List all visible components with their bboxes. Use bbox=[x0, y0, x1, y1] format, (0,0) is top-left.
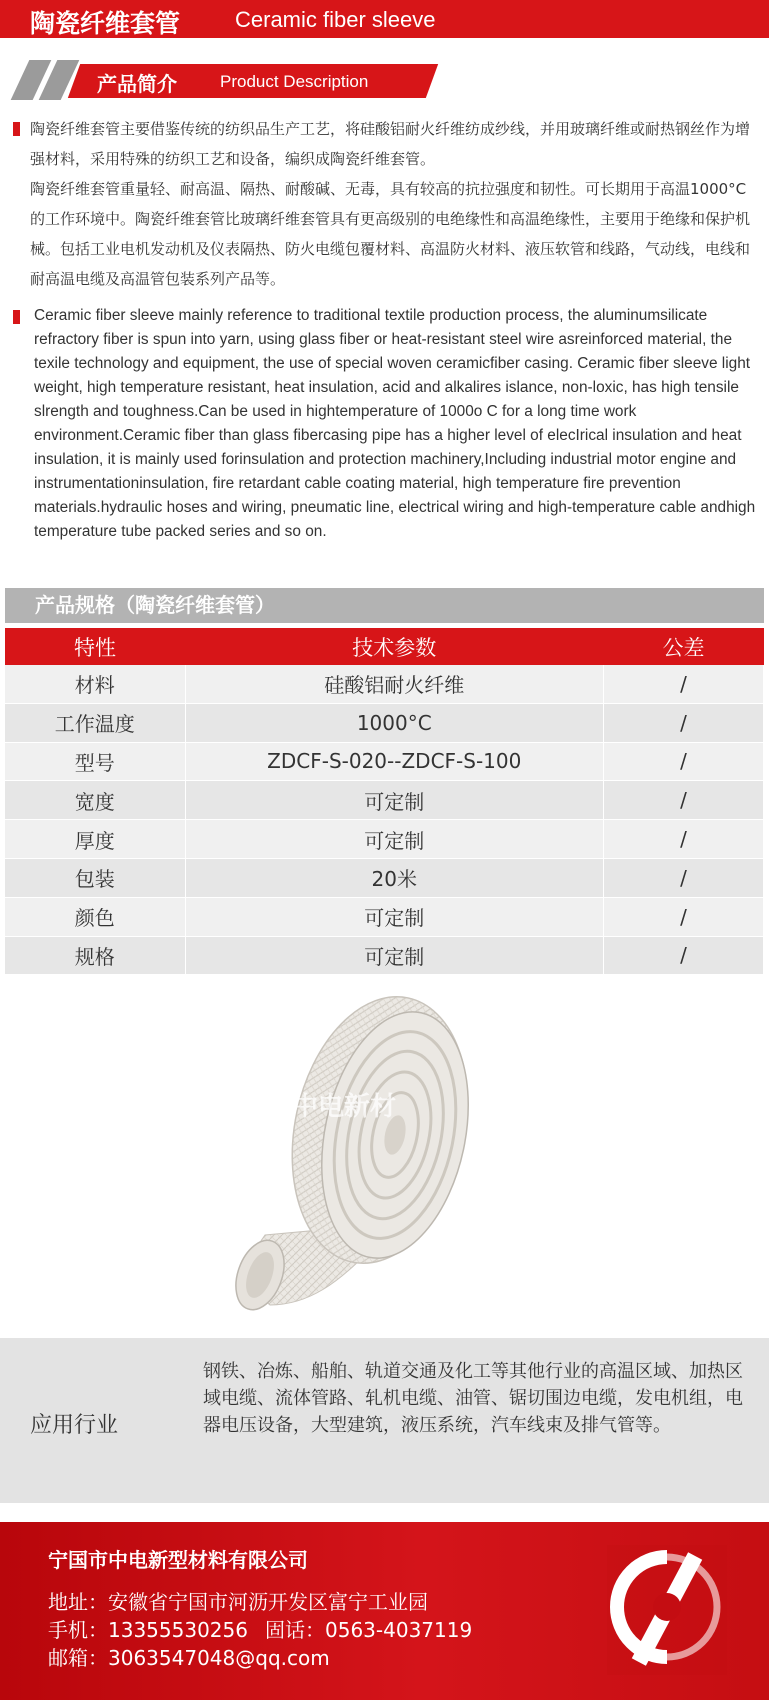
intro-paragraph-1: 陶瓷纤维套管主要借鉴传统的纺织品生产工艺，将硅酸铝耐火纤维纺成纱线，并用玻璃纤维或耐热钢丝作为增强材料，采用特殊的纺织工艺和设备，编织成陶瓷纤维套管。 bbox=[30, 120, 751, 168]
application-text: 钢铁、冶炼、船舶、轨道交通及化工等其他行业的高温区域、加热区域电缆、流体管路、轧机电缆、油管、锯切围边电缆，发电机组，电器电压设备，大型建筑，液压系统，汽车线束及排气管等。 bbox=[203, 1361, 743, 1436]
spec-property: 规格 bbox=[5, 936, 185, 975]
spec-tolerance: / bbox=[604, 936, 764, 975]
company-logo bbox=[607, 1545, 727, 1675]
column-header: 公差 bbox=[604, 628, 764, 665]
spec-tolerance: / bbox=[604, 665, 764, 703]
bullet-marker bbox=[13, 310, 20, 324]
section-title-en: Product Description bbox=[220, 72, 369, 91]
spec-value: ZDCF-S-020--ZDCF-S-100 bbox=[185, 742, 604, 781]
table-row bbox=[5, 820, 764, 859]
spec-table bbox=[5, 628, 764, 975]
spec-value: 可定制 bbox=[185, 820, 604, 859]
intro-text-en: Ceramic fiber sleeve mainly reference to traditional textile production process, the aluminumsilicate refractory fiber is spun into yarn, using glass fiber or heat-resistant steel wire asreinforced material, the texile technology and equipment, the use of special woven ceramicfiber casing. Ceramic fiber sleeve light weight, high temperature resistant, heat insulation, acid and alkalires islance, non-loxic, has high tensile slrength and toughness.Can be used in hightemperature of 1000o C for a long time work environment.Ceramic fiber than glass fibercasing pipe has a higher level of elecIrical insulation and heat insulation, it is mainly used forinsulation and protection machinery,Including industrial motor engine and instrumentationinsulation, fire retardant cable coating material, high temperature fire prevention materials.hydraulic hoses and wiring, pneumatic line, electrical wiring and high-temperature cable andhigh temperature tube packed series and so on. bbox=[34, 307, 756, 540]
spec-property: 包装 bbox=[5, 858, 185, 897]
company-email: 邮箱：3063547048@qq.com bbox=[48, 1646, 330, 1670]
section-title-cn: 产品简介 bbox=[97, 72, 177, 96]
spec-tolerance: / bbox=[604, 703, 764, 742]
spec-tolerance: / bbox=[604, 897, 764, 936]
company-address: 地址：安徽省宁国市河沥开发区富宁工业园 bbox=[48, 1590, 428, 1614]
spec-value: 可定制 bbox=[185, 936, 604, 975]
company-name: 宁国市中电新型材料有限公司 bbox=[48, 1548, 308, 1572]
spec-tolerance: / bbox=[604, 781, 764, 820]
application-label: 应用行业 bbox=[30, 1413, 119, 1438]
table-row bbox=[5, 781, 764, 820]
spec-value: 硅酸铝耐火纤维 bbox=[185, 665, 604, 703]
section-header-intro bbox=[12, 60, 432, 100]
company-phone: 固话：0563-4037119 bbox=[265, 1618, 473, 1642]
company-mobile: 手机：13355530256 bbox=[48, 1618, 248, 1642]
company-footer bbox=[0, 1522, 769, 1700]
spec-property: 颜色 bbox=[5, 897, 185, 936]
spec-tolerance: / bbox=[604, 858, 764, 897]
bullet-marker bbox=[13, 122, 20, 136]
ceramic-sleeve-illustration bbox=[230, 995, 480, 1325]
table-row bbox=[5, 858, 764, 897]
spec-tolerance: / bbox=[604, 820, 764, 859]
spec-property: 工作温度 bbox=[5, 703, 185, 742]
logo-icon bbox=[607, 1545, 727, 1675]
table-row bbox=[5, 703, 764, 742]
spec-property: 型号 bbox=[5, 742, 185, 781]
specs-section-title: 产品规格（陶瓷纤维套管） bbox=[35, 593, 275, 617]
title-bar bbox=[0, 0, 769, 38]
spec-value: 1000°C bbox=[185, 703, 604, 742]
table-row bbox=[5, 742, 764, 781]
intro-paragraph-2: 陶瓷纤维套管重量轻、耐高温、隔热、耐酸碱、无毒，具有较高的抗拉强度和韧性。可长期用于高温1000°C的工作环境中。陶瓷纤维套管比玻璃纤维套管具有更高级别的电绝缘性和高温绝缘性，主要用于绝缘和保护机械。包括工业电机发动机及仪表隔热、防火电缆包覆材料、高温防火材料、液压软管和线路，气动线，电线和耐高温电缆及高温管包装系列产品等。 bbox=[30, 180, 751, 288]
table-row bbox=[5, 936, 764, 975]
spec-property: 材料 bbox=[5, 665, 185, 703]
watermark-text: 中电新材 bbox=[292, 1092, 397, 1122]
spec-value: 20米 bbox=[185, 858, 604, 897]
intro-text-cn bbox=[30, 114, 758, 294]
column-header: 技术参数 bbox=[185, 628, 604, 665]
spec-property: 宽度 bbox=[5, 781, 185, 820]
column-header: 特性 bbox=[5, 628, 185, 665]
application-section bbox=[0, 1338, 769, 1503]
table-header-row bbox=[5, 628, 764, 665]
table-row bbox=[5, 897, 764, 936]
spec-property: 厚度 bbox=[5, 820, 185, 859]
page-title-cn: 陶瓷纤维套管 bbox=[30, 9, 181, 38]
specs-section-header bbox=[5, 588, 764, 623]
product-photo bbox=[230, 995, 480, 1325]
spec-value: 可定制 bbox=[185, 897, 604, 936]
page-title-en: Ceramic fiber sleeve bbox=[235, 7, 436, 32]
table-row bbox=[5, 665, 764, 703]
spec-tolerance: / bbox=[604, 742, 764, 781]
spec-value: 可定制 bbox=[185, 781, 604, 820]
